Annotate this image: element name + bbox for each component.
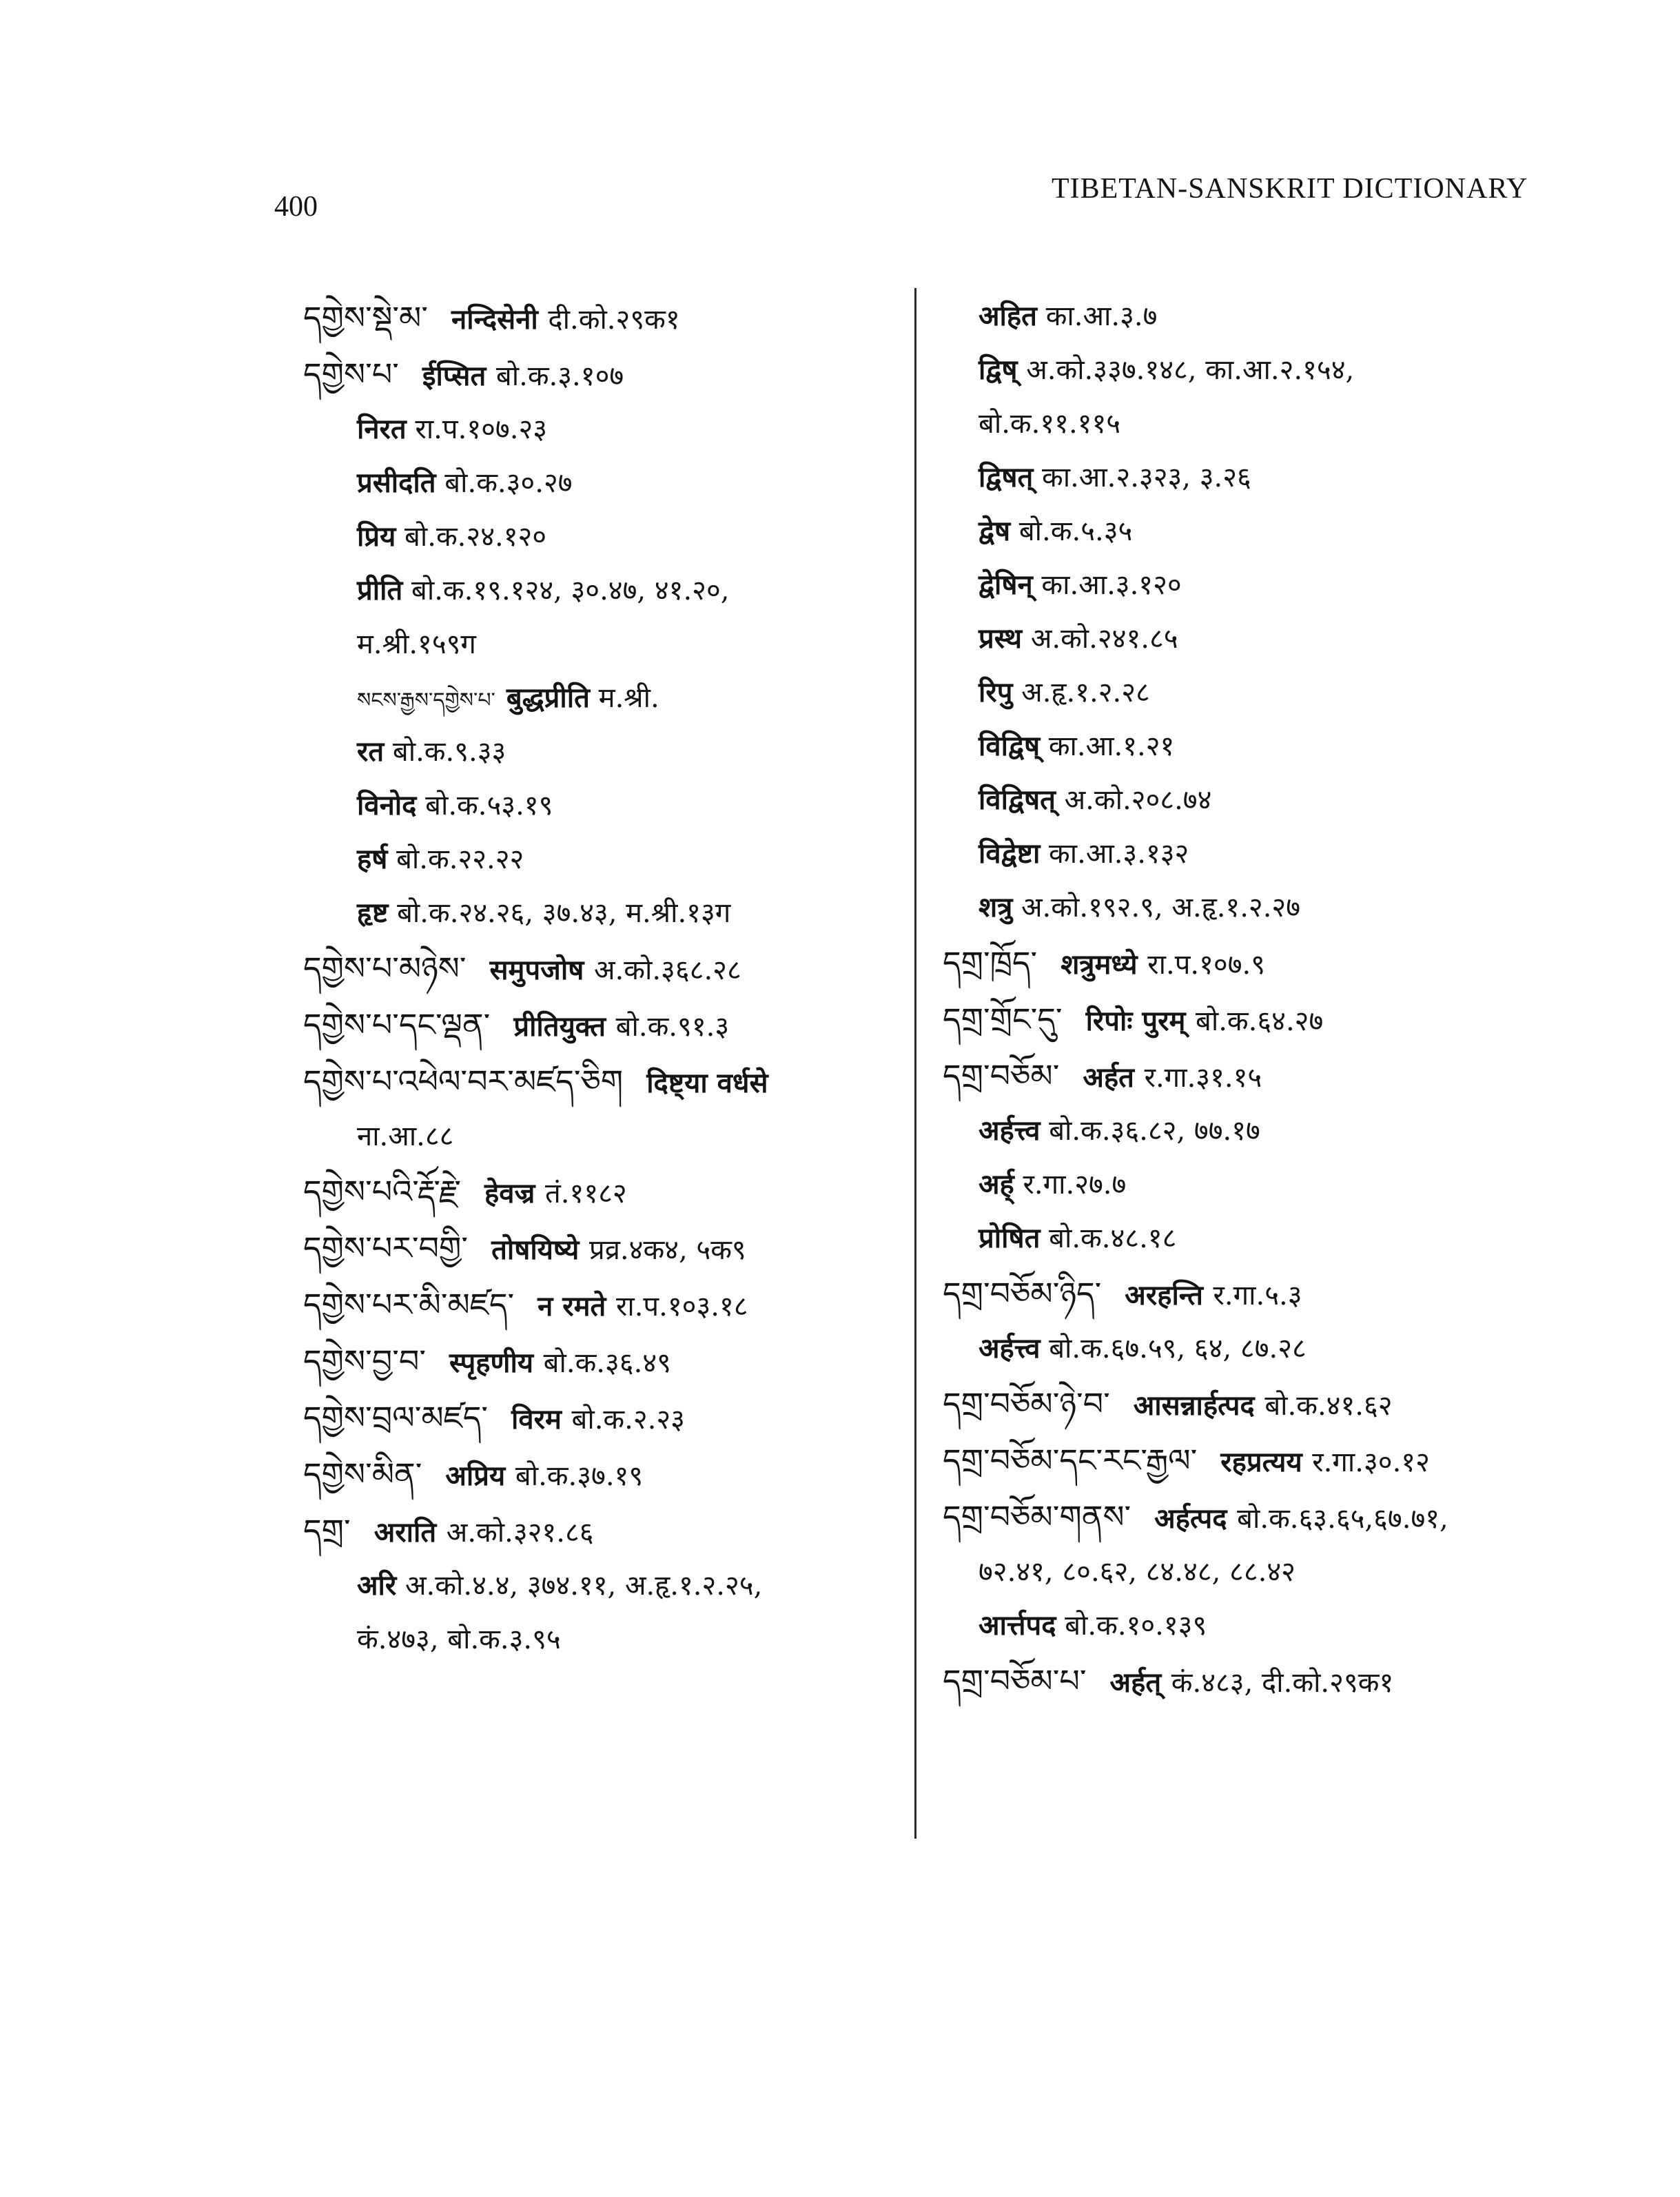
source-reference: बो.क.३६.४९	[543, 1347, 671, 1379]
sanskrit-equivalent: प्रसीदति	[357, 467, 436, 499]
sense-line	[943, 504, 1549, 558]
sense-line	[303, 725, 903, 779]
sense-line	[943, 1212, 1549, 1265]
source-reference: का.आ.३.१२०	[1041, 569, 1182, 601]
sanskrit-equivalent: अर्हत्पद	[1154, 1502, 1227, 1535]
source-reference: अ.को.२०८.७४	[1064, 784, 1212, 816]
sense-line	[943, 289, 1549, 343]
sense-line	[943, 719, 1549, 773]
dictionary-entry	[303, 940, 903, 997]
source-reference: अ.को.३२१.८६	[446, 1517, 594, 1549]
sanskrit-equivalent: हेवज्र	[484, 1177, 535, 1209]
source-reference: बो.क.५.३५	[1018, 515, 1133, 547]
sanskrit-equivalent: अरि	[357, 1569, 397, 1602]
sanskrit-equivalent: अप्रिय	[445, 1460, 506, 1492]
sanskrit-equivalent: प्रीति	[357, 574, 403, 606]
dictionary-entry	[303, 1389, 903, 1446]
source-reference: बो.क.२.२३	[571, 1404, 685, 1435]
source-reference: बो.क.३०.२७	[444, 467, 573, 499]
source-reference: तं.११८२	[545, 1178, 627, 1209]
sense-line	[303, 456, 903, 510]
source-reference: म.श्री.	[598, 682, 659, 714]
source-reference: बो.क.१०.१३९	[1065, 1610, 1207, 1642]
source-reference: अ.को.२४१.८५	[1030, 623, 1178, 655]
entry-continuation	[943, 397, 1549, 451]
dictionary-entry	[943, 934, 1549, 991]
dictionary-entry	[303, 1502, 903, 1559]
sanskrit-equivalent: अहित	[979, 300, 1037, 332]
dictionary-entry	[303, 289, 903, 346]
dictionary-entry	[943, 1376, 1549, 1432]
sanskrit-equivalent: आर्त्तपद	[979, 1609, 1056, 1642]
sense-line	[943, 558, 1549, 612]
sanskrit-equivalent: विनोद	[357, 789, 417, 821]
sense-line	[303, 671, 903, 725]
entry-continuation	[303, 617, 903, 671]
source-reference: रा.प.१०७.२३	[415, 413, 548, 445]
sense-line	[303, 832, 903, 886]
tibetan-term: དགྱེས་སྡེ་མ་	[303, 299, 429, 336]
source-reference: र.गा.३१.१५	[1144, 1062, 1262, 1094]
sanskrit-equivalent: विद्विषत्	[979, 784, 1056, 816]
dictionary-entry	[303, 1163, 903, 1220]
sense-line	[943, 1322, 1549, 1376]
sense-line	[943, 451, 1549, 504]
tibetan-term: དགྲ་	[303, 1512, 351, 1549]
tibetan-term: དགྲ་བཅོམ་གནས་	[943, 1498, 1131, 1535]
sanskrit-equivalent: नन्दिसेनी	[451, 303, 538, 336]
dictionary-entry	[303, 1276, 903, 1333]
page-number: 400	[274, 191, 318, 223]
sanskrit-equivalent: निरत	[357, 413, 407, 445]
tibetan-term: དགྱེས་མིན་	[303, 1455, 422, 1493]
tibetan-term: དགྱེས་པ་འཕེལ་བར་མཛད་ཅིག	[303, 1063, 624, 1100]
sense-line	[943, 773, 1549, 827]
source-reference: रा.प.१०३.१८	[615, 1291, 748, 1322]
dictionary-entry	[303, 997, 903, 1053]
source-reference: का.आ.३.१३२	[1049, 838, 1189, 870]
sanskrit-equivalent: शत्रु	[979, 891, 1013, 923]
source-reference: बो.क.६३.६५,६७.७१,	[1237, 1503, 1448, 1535]
sanskrit-equivalent: द्वेषिन्	[979, 569, 1033, 601]
sanskrit-equivalent: आसन्नार्हत्पद	[1133, 1389, 1255, 1422]
sanskrit-equivalent: बुद्धप्रीति	[506, 682, 590, 714]
source-reference: कं.४७३, बो.क.३.९५	[357, 1624, 561, 1655]
tibetan-term: དགྱེས་བྲལ་མཛད་	[303, 1399, 488, 1436]
sanskrit-equivalent: हर्ष	[357, 843, 388, 875]
dictionary-entry	[303, 1053, 903, 1110]
dictionary-entry	[303, 1446, 903, 1502]
dictionary-entry	[303, 1333, 903, 1389]
dictionary-entry	[943, 1489, 1549, 1545]
sense-line	[943, 881, 1549, 934]
source-reference: बो.क.२२.२२	[396, 844, 524, 875]
entry-continuation	[303, 1613, 903, 1666]
sense-line	[943, 1104, 1549, 1158]
sanskrit-equivalent: ईप्सित	[422, 360, 486, 392]
tibetan-term: དགྲ་བཅོམ་ཉིད་	[943, 1275, 1102, 1312]
sanskrit-equivalent: रिपोः पुरम्	[1085, 1005, 1186, 1037]
tibetan-term: དགྲ་ཁྲོད་	[943, 944, 1038, 981]
sanskrit-equivalent: अराति	[373, 1516, 437, 1549]
sanskrit-equivalent: अर्हत	[1083, 1061, 1134, 1094]
sanskrit-equivalent: अर्हत्	[1109, 1666, 1162, 1699]
source-reference: बो.क.२४.१२०	[404, 521, 547, 553]
sanskrit-equivalent: प्रोषित	[979, 1222, 1041, 1254]
sense-line	[943, 1599, 1549, 1653]
source-reference: बो.क.४८.१८	[1049, 1223, 1177, 1254]
sanskrit-equivalent: रत	[357, 735, 385, 768]
dictionary-entry	[943, 1048, 1549, 1104]
sanskrit-equivalent: न रमते	[537, 1290, 606, 1322]
sanskrit-equivalent: रिपु	[979, 676, 1013, 708]
source-reference: बो.क.९.३३	[392, 736, 506, 768]
tibetan-term: དགྲ་བཅོམ་ཉེ་བ་	[943, 1385, 1110, 1422]
sanskrit-equivalent: द्विषत्	[979, 461, 1034, 493]
running-head: TIBETAN-SANSKRIT DICTIONARY	[1052, 173, 1528, 205]
source-reference: बो.क.१९.१२४, ३०.४७, ४१.२०,	[411, 575, 730, 606]
sense-line	[303, 564, 903, 617]
source-reference: बो.क.३७.१९	[515, 1460, 644, 1492]
dictionary-entry	[303, 346, 903, 402]
source-reference: बो.क.३६.८२, ७७.१७	[1049, 1115, 1260, 1147]
source-reference: बो.क.६४.२७	[1196, 1005, 1324, 1037]
column-divider	[914, 288, 916, 1839]
source-reference: रा.प.१०७.९	[1147, 949, 1266, 981]
sanskrit-equivalent: तोषयिष्ये	[491, 1234, 580, 1266]
tibetan-term: དགྲ་གྲོང་དུ་	[943, 1001, 1063, 1038]
tibetan-term: དགྲ་བཅོམ་པ་	[943, 1662, 1087, 1699]
source-reference: म.श्री.१५९ग	[357, 629, 476, 660]
source-reference: बो.क.२४.२६, ३७.४३, म.श्री.१३ग	[397, 897, 731, 929]
sanskrit-equivalent: रहप्रत्यय	[1220, 1446, 1302, 1478]
sense-line	[303, 886, 903, 940]
source-reference: र.गा.३०.१२	[1312, 1447, 1430, 1478]
source-reference: र.गा.२७.७	[1023, 1169, 1127, 1200]
tibetan-term: དགྱེས་པ་མཉེས་	[303, 950, 467, 987]
dictionary-entry	[943, 991, 1549, 1048]
sanskrit-equivalent: हृष्ट	[357, 897, 389, 929]
source-reference: बो.क.४१.६२	[1264, 1390, 1393, 1422]
source-reference: ७२.४१, ८०.६२, ८४.४८, ८८.४२	[979, 1556, 1295, 1588]
tibetan-term: དགྱེས་པར་བགྱི་	[303, 1229, 469, 1267]
sense-line	[303, 779, 903, 832]
sanskrit-equivalent: प्रस्थ	[979, 622, 1023, 655]
tibetan-term: དགྲ་བཅོམ་དང་རང་རྒྱལ་	[943, 1442, 1198, 1479]
sense-line	[303, 402, 903, 456]
tibetan-term: དགྱེས་བྱ་བ་	[303, 1342, 427, 1380]
sanskrit-equivalent: अर्हत्त्व	[979, 1114, 1041, 1147]
source-reference: दी.को.२९क१	[548, 304, 680, 336]
sanskrit-equivalent: विरम	[511, 1403, 562, 1435]
source-reference: बो.क.६७.५९, ६४, ८७.२८	[1049, 1333, 1307, 1365]
sense-line	[943, 612, 1549, 666]
sanskrit-equivalent: स्पृहणीय	[449, 1347, 534, 1379]
source-reference: कं.४८३, दी.को.२९क१	[1171, 1667, 1394, 1699]
sense-line	[303, 1559, 903, 1613]
sanskrit-equivalent: दिष्ट्या वर्धसे	[646, 1067, 768, 1099]
source-reference: अ.को.३६८.२८	[593, 954, 741, 986]
sense-line	[943, 666, 1549, 719]
sense-line	[943, 1158, 1549, 1212]
sanskrit-equivalent: अर्ह्	[979, 1168, 1014, 1200]
source-reference: अ.को.४.४, ३७४.११, अ.हृ.१.२.२५,	[405, 1570, 763, 1602]
source-reference: र.गा.५.३	[1213, 1280, 1302, 1311]
source-reference: बो.क.५३.१९	[425, 790, 553, 821]
tibetan-term: དགྱེས་པ་དང་ལྡན་	[303, 1006, 491, 1043]
source-reference: ना.आ.८८	[357, 1121, 454, 1152]
tibetan-term: དགྲ་བཅོམ་	[943, 1057, 1060, 1094]
dictionary-entry	[943, 1265, 1549, 1322]
sanskrit-equivalent: विद्वेष्टा	[979, 837, 1041, 870]
tibetan-term: སངས་རྒྱས་དགྱེས་པ་	[357, 688, 495, 713]
tibetan-term: དགྱེས་པའི་རྡོ་རྗེ་	[303, 1173, 461, 1210]
source-reference: बो.क.३.१०७	[495, 360, 624, 392]
dictionary-entry	[303, 1220, 903, 1276]
source-reference: अ.हृ.१.२.२८	[1021, 677, 1150, 708]
dictionary-entry	[943, 1432, 1549, 1489]
sanskrit-equivalent: प्रिय	[357, 520, 396, 553]
sense-line	[303, 510, 903, 564]
sanskrit-equivalent: समुपजोष	[489, 954, 584, 986]
source-reference: प्रव्र.४क४, ५क९	[588, 1234, 746, 1266]
source-reference: का.आ.३.७	[1045, 300, 1158, 332]
sense-line	[943, 1545, 1549, 1599]
sanskrit-equivalent: अर्हत्त्व	[979, 1332, 1041, 1365]
source-reference: का.आ.२.३२३, ३.२६	[1042, 462, 1251, 493]
right-column	[943, 289, 1549, 1709]
tibetan-term: དགྱེས་པར་མི་མཛད་	[303, 1286, 515, 1323]
entry-continuation	[303, 1110, 903, 1163]
tibetan-term: དགྱེས་པ་	[303, 356, 399, 393]
sense-line	[943, 827, 1549, 881]
source-reference: अ.को.३३७.१४८, का.आ.२.१५४,	[1026, 354, 1355, 386]
source-reference: बो.क.९१.३	[615, 1011, 730, 1043]
sanskrit-equivalent: द्वेष	[979, 515, 1011, 547]
sense-line	[943, 343, 1549, 397]
sanskrit-equivalent: द्विष्	[979, 354, 1018, 386]
sanskrit-equivalent: शत्रुमध्ये	[1061, 948, 1138, 981]
sanskrit-equivalent: विद्विष्	[979, 730, 1041, 762]
source-reference: बो.क.११.११५	[979, 408, 1121, 440]
left-column	[303, 289, 903, 1666]
sanskrit-equivalent: प्रीतियुक्त	[513, 1010, 606, 1043]
source-reference: अ.को.१९२.९, अ.हृ.१.२.२७	[1021, 892, 1301, 923]
sanskrit-equivalent: अरहन्ति	[1125, 1279, 1203, 1311]
dictionary-entry	[943, 1653, 1549, 1709]
source-reference: का.आ.१.२१	[1048, 730, 1175, 762]
